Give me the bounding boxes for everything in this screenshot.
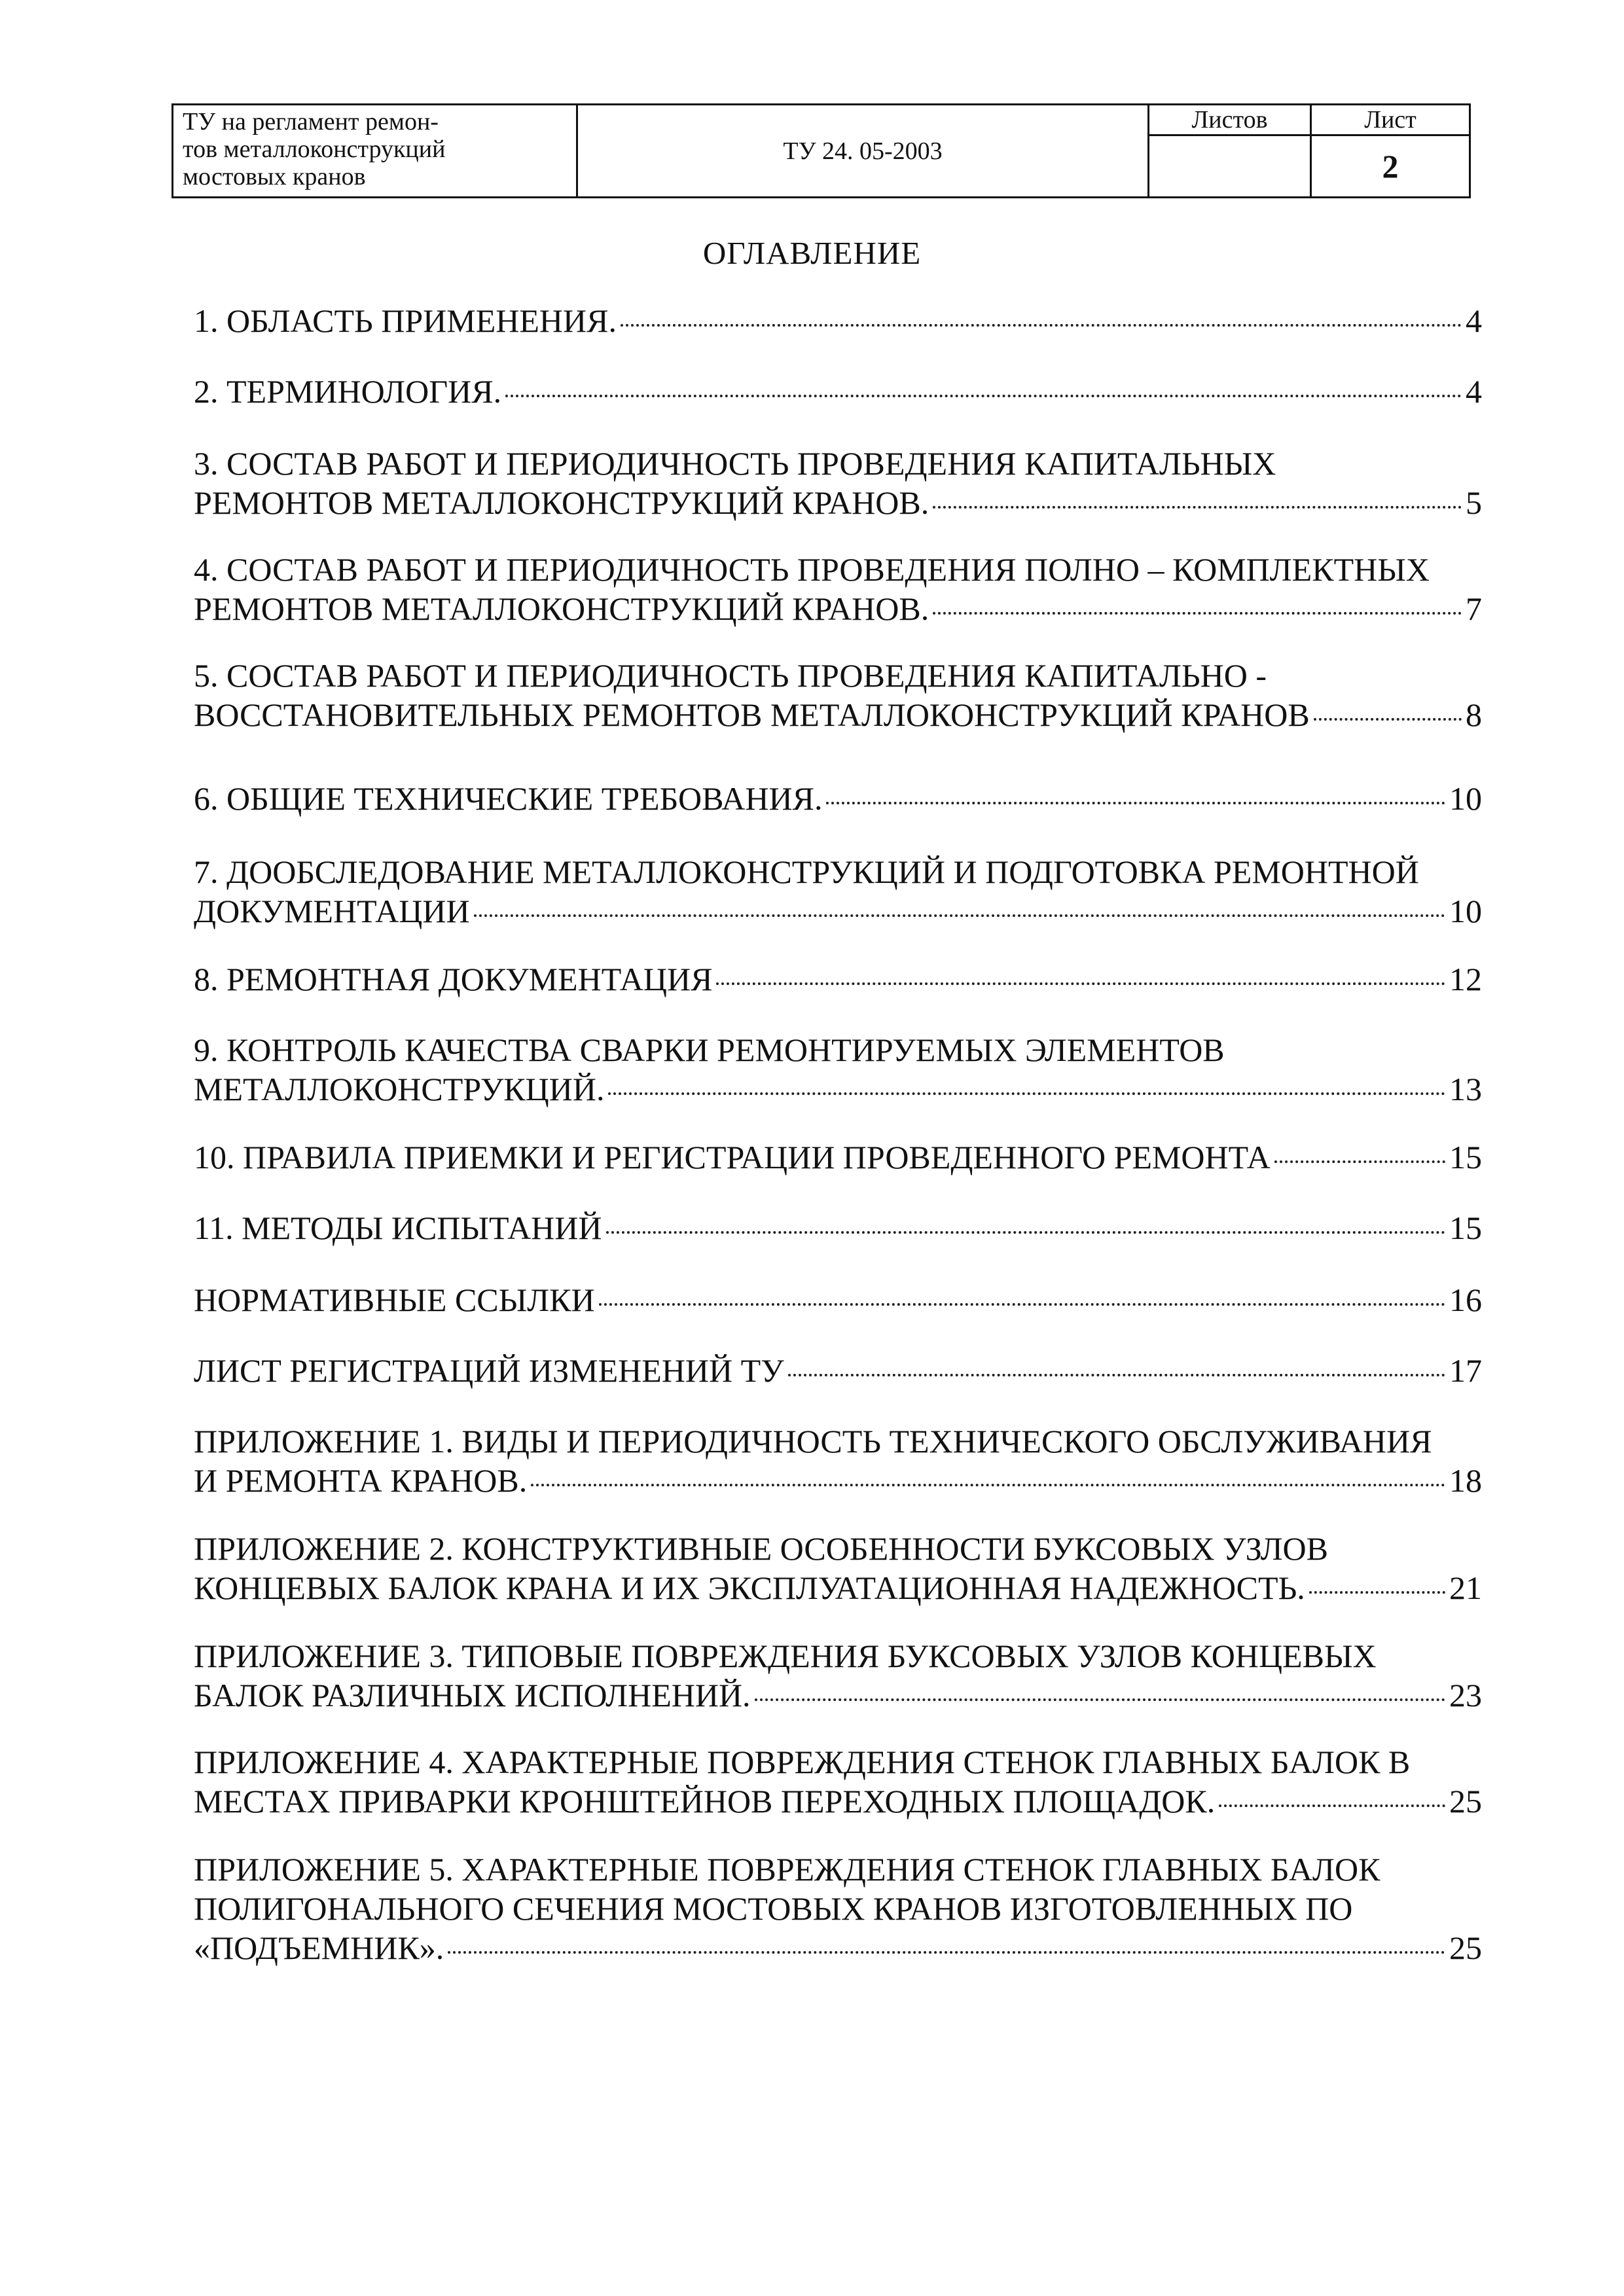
toc-entry (194, 301, 1482, 340)
toc-page-number: 25 (1449, 1783, 1482, 1820)
toc-entry (194, 1030, 1482, 1109)
dot-leader (716, 982, 1445, 985)
toc-entry (194, 1742, 1482, 1821)
toc-page-number: 4 (1466, 302, 1482, 339)
toc-page-number: 23 (1449, 1677, 1482, 1713)
toc-page-number: 13 (1449, 1071, 1482, 1107)
toc-page-number: 10 (1449, 780, 1482, 817)
document-title (173, 105, 577, 198)
dot-leader (599, 1303, 1445, 1306)
toc-page-number: 16 (1449, 1282, 1482, 1318)
dot-leader (933, 612, 1462, 615)
dot-leader (826, 802, 1445, 804)
toc-entry-text: БАЛОК РАЗЛИЧНЫХ ИСПОЛНЕНИЙ. (194, 1677, 751, 1713)
toc-entry-text: 7. ДООБСЛЕДОВАНИЕ МЕТАЛЛОКОНСТРУКЦИЙ И ПОДГОТОВКА РЕМОНТНОЙ (194, 853, 1419, 890)
toc-entry-text: 1. ОБЛАСТЬ ПРИМЕНЕНИЯ. (194, 302, 617, 339)
toc-page-number: 5 (1466, 484, 1482, 521)
toc-entry-text: 5. СОСТАВ РАБОТ И ПЕРИОДИЧНОСТЬ ПРОВЕДЕНИЯ КАПИТАЛЬНО - (194, 657, 1267, 694)
toc-entry (194, 1529, 1482, 1607)
toc-entry-text: ДОКУМЕНТАЦИИ (194, 893, 470, 929)
toc-entry-text: ПРИЛОЖЕНИЕ 3. ТИПОВЫЕ ПОВРЕЖДЕНИЯ БУКСОВЫХ УЗЛОВ КОНЦЕВЫХ (194, 1638, 1377, 1674)
toc-entry-text: ПОЛИГОНАЛЬНОГО СЕЧЕНИЯ МОСТОВЫХ КРАНОВ ИЗГОТОВЛЕННЫХ ПО (194, 1890, 1353, 1927)
toc-entry (194, 1280, 1482, 1319)
toc-page-number: 7 (1466, 590, 1482, 627)
toc-entry-text: «ПОДЪЕМНИК». (194, 1929, 444, 1966)
toc-entry-text: МЕТАЛЛОКОНСТРУКЦИЙ. (194, 1071, 605, 1107)
toc-entry (194, 372, 1482, 411)
toc-entry-text: 11. МЕТОДЫ ИСПЫТАНИЙ (194, 1210, 602, 1246)
toc-entry (194, 1351, 1482, 1390)
toc-entry-text: 2. ТЕРМИНОЛОГИЯ. (194, 373, 502, 410)
toc-entry-text: 9. КОНТРОЛЬ КАЧЕСТВА СВАРКИ РЕМОНТИРУЕМЫХ ЭЛЕМЕНТОВ (194, 1031, 1225, 1068)
toc-entry-text: ПРИЛОЖЕНИЕ 1. ВИДЫ И ПЕРИОДИЧНОСТЬ ТЕХНИЧЕСКОГО ОБСЛУЖИВАНИЯ (194, 1423, 1432, 1460)
toc-entry-text: КОНЦЕВЫХ БАЛОК КРАНА И ИХ ЭКСПЛУАТАЦИОННАЯ НАДЕЖНОСТЬ. (194, 1570, 1305, 1606)
toc-entry (194, 1422, 1482, 1500)
toc-entry (194, 1138, 1482, 1177)
dot-leader (1219, 1804, 1445, 1807)
dot-leader (933, 506, 1462, 509)
toc-page-number: 12 (1449, 961, 1482, 997)
toc-entry (194, 1636, 1482, 1715)
toc-page-number: 15 (1449, 1139, 1482, 1175)
toc-entry-text: И РЕМОНТА КРАНОВ. (194, 1462, 528, 1499)
dot-leader (505, 395, 1462, 397)
dot-leader (448, 1951, 1445, 1954)
dot-leader (1309, 1591, 1445, 1594)
document-code: ТУ 24. 05-2003 (577, 105, 1149, 198)
toc-entry-text: МЕСТАХ ПРИВАРКИ КРОНШТЕЙНОВ ПЕРЕХОДНЫХ ПЛОЩАДОК. (194, 1783, 1216, 1820)
dot-leader (788, 1374, 1445, 1376)
toc-entry-text: РЕМОНТОВ МЕТАЛЛОКОНСТРУКЦИЙ КРАНОВ. (194, 590, 929, 627)
toc-page-number: 25 (1449, 1929, 1482, 1966)
dot-leader (621, 324, 1462, 327)
toc-entry-text: ВОССТАНОВИТЕЛЬНЫХ РЕМОНТОВ МЕТАЛЛОКОНСТРУКЦИЙ КРАНОВ (194, 696, 1310, 733)
toc-entry (194, 550, 1482, 628)
dot-leader (531, 1484, 1445, 1486)
toc-entry (194, 1208, 1482, 1247)
sheet-value: 2 (1311, 135, 1470, 198)
toc-page-number: 17 (1449, 1352, 1482, 1389)
sheets-label: Листов (1149, 105, 1311, 135)
toc-page-number: 18 (1449, 1462, 1482, 1499)
document-title-line: мостовых кранов (183, 163, 366, 190)
sheets-value (1149, 135, 1311, 198)
toc-entry-text: 10. ПРАВИЛА ПРИЕМКИ И РЕГИСТРАЦИИ ПРОВЕДЕННОГО РЕМОНТА (194, 1139, 1271, 1175)
toc-page-number: 4 (1466, 373, 1482, 410)
toc-entry (194, 852, 1482, 931)
toc-entry-text: 8. РЕМОНТНАЯ ДОКУМЕНТАЦИЯ (194, 961, 713, 997)
toc-page-number: 21 (1449, 1570, 1482, 1606)
dot-leader (755, 1698, 1445, 1701)
toc-entry-text: 4. СОСТАВ РАБОТ И ПЕРИОДИЧНОСТЬ ПРОВЕДЕНИЯ ПОЛНО – КОМПЛЕКТНЫХ (194, 551, 1430, 588)
toc-entry-text: 3. СОСТАВ РАБОТ И ПЕРИОДИЧНОСТЬ ПРОВЕДЕНИЯ КАПИТАЛЬНЫХ (194, 445, 1276, 482)
toc-page-number: 10 (1449, 893, 1482, 929)
toc-entry (194, 444, 1482, 522)
toc-page-number: 15 (1449, 1210, 1482, 1246)
dot-leader (608, 1092, 1445, 1095)
toc-page-number: 8 (1466, 696, 1482, 733)
toc-heading: ОГЛАВЛЕНИЕ (702, 235, 922, 271)
dot-leader (1274, 1160, 1445, 1163)
toc-entry (194, 779, 1482, 818)
sheet-label: Лист (1311, 105, 1470, 135)
toc-entry (194, 960, 1482, 999)
toc-entry-text: ЛИСТ РЕГИСТРАЦИЙ ИЗМЕНЕНИЙ ТУ (194, 1352, 784, 1389)
dot-leader (474, 914, 1445, 917)
toc-entry-text: ПРИЛОЖЕНИЕ 5. ХАРАКТЕРНЫЕ ПОВРЕЖДЕНИЯ СТЕНОК ГЛАВНЫХ БАЛОК (194, 1851, 1380, 1888)
toc-entry-text: ПРИЛОЖЕНИЕ 4. ХАРАКТЕРНЫЕ ПОВРЕЖДЕНИЯ СТЕНОК ГЛАВНЫХ БАЛОК В (194, 1744, 1411, 1780)
toc-entry-text: НОРМАТИВНЫЕ ССЫЛКИ (194, 1282, 595, 1318)
toc-entry-text: РЕМОНТОВ МЕТАЛЛОКОНСТРУКЦИЙ КРАНОВ. (194, 484, 929, 521)
dot-leader (606, 1231, 1445, 1234)
toc-entry-text: ПРИЛОЖЕНИЕ 2. КОНСТРУКТИВНЫЕ ОСОБЕННОСТИ БУКСОВЫХ УЗЛОВ (194, 1530, 1328, 1567)
toc-entry-text: 6. ОБЩИЕ ТЕХНИЧЕСКИЕ ТРЕБОВАНИЯ. (194, 780, 823, 817)
toc-entry (194, 656, 1482, 734)
title-block (171, 103, 1471, 198)
document-title-line: тов металлоконструкций (183, 135, 446, 163)
toc-entry (194, 1850, 1482, 1967)
document-title-line: ТУ на регламент ремон- (183, 108, 439, 135)
dot-leader (1314, 718, 1462, 721)
